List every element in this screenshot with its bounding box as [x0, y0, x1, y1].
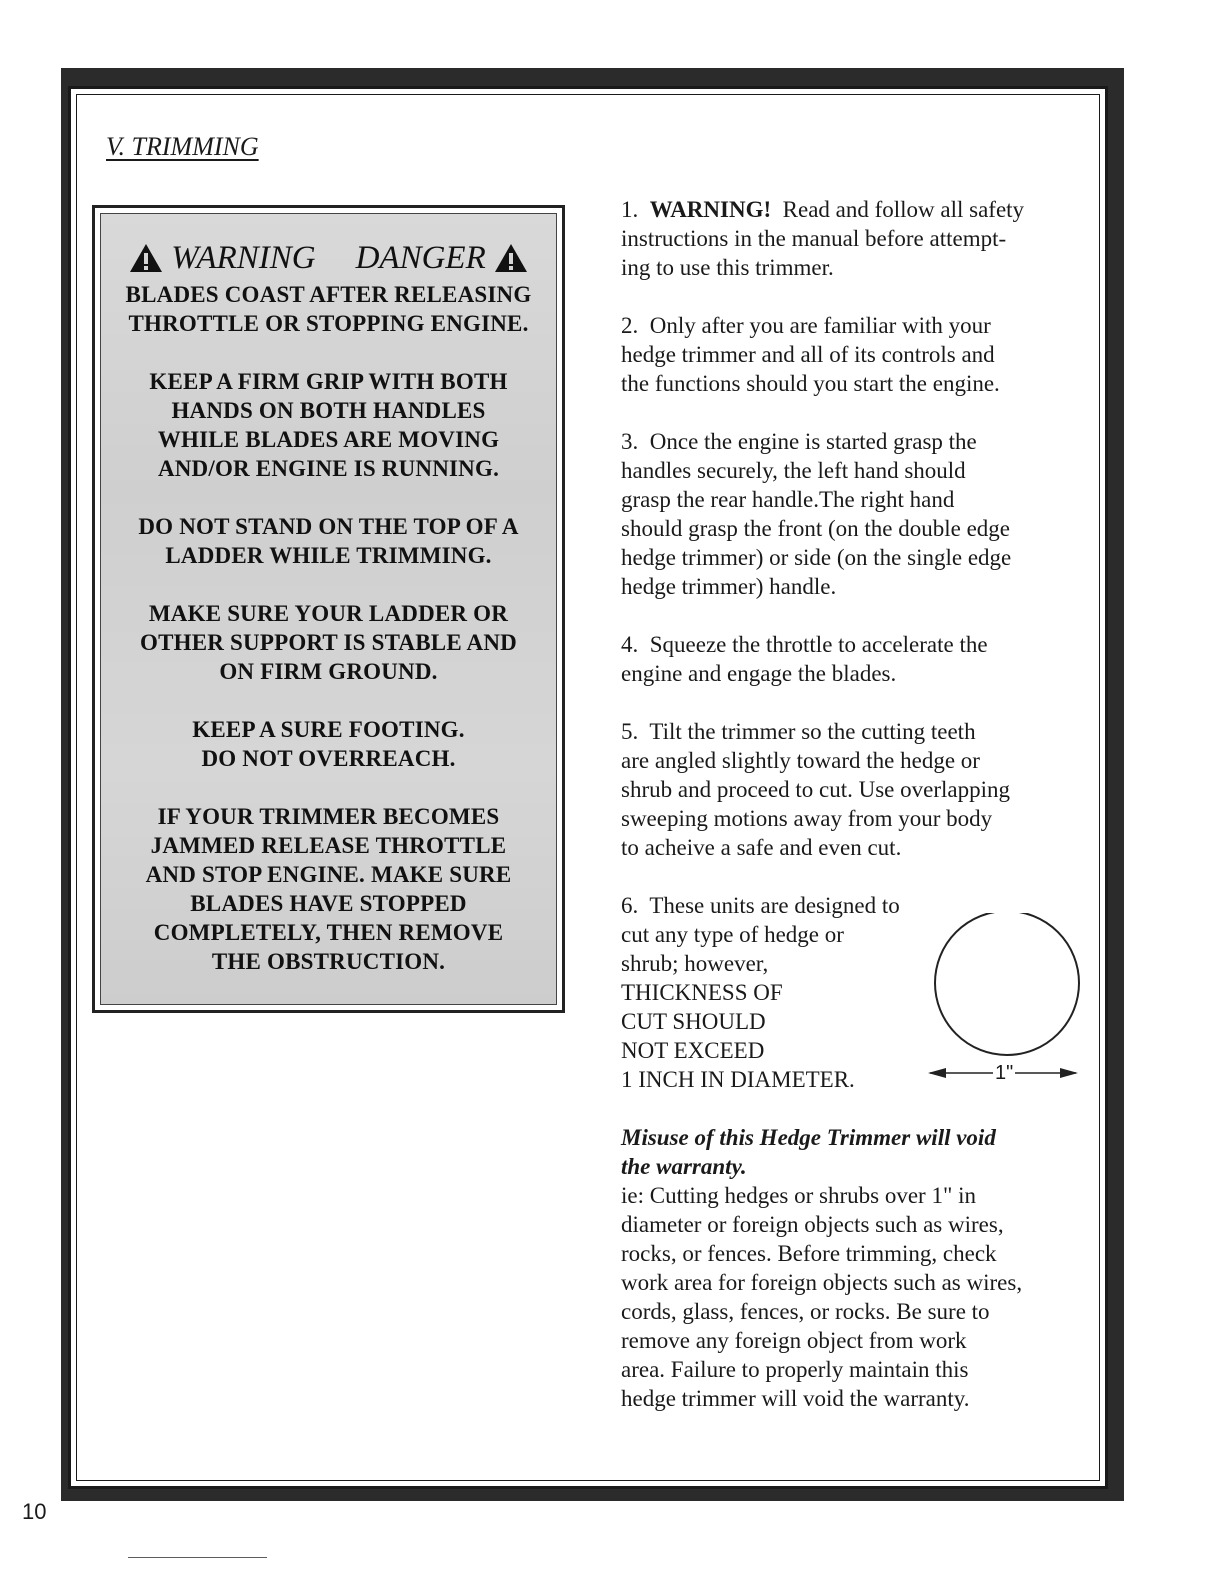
- step-line: Once the engine is started grasp the: [649, 429, 977, 454]
- warning-line: JAMMED RELEASE THROTTLE: [150, 833, 507, 858]
- misuse-body-line: area. Failure to properly maintain this: [621, 1357, 969, 1382]
- step-number: 1.: [621, 197, 639, 222]
- step-line: the functions should you start the engine.: [621, 371, 1000, 396]
- step-6: [621, 891, 1101, 1094]
- warning-line: KEEP A SURE FOOTING.: [192, 717, 465, 742]
- step-line: These units are designed to: [649, 893, 900, 918]
- step-number: 6.: [621, 893, 639, 918]
- step-line: sweeping motions away from your body: [621, 806, 993, 831]
- warning-paragraph: [101, 599, 556, 686]
- warning-box: [92, 205, 565, 1013]
- warning-triangle-icon: [494, 242, 528, 274]
- warning-line: BLADES COAST AFTER RELEASING: [125, 282, 532, 307]
- step-line: are angled slightly toward the hedge or: [621, 748, 980, 773]
- warning-line: COMPLETELY, THEN REMOVE: [153, 920, 504, 945]
- warning-line: THE OBSTRUCTION.: [211, 949, 446, 974]
- misuse-heading: [621, 1123, 1101, 1181]
- warning-paragraph: [101, 367, 556, 483]
- step-line: NOT EXCEED: [621, 1038, 765, 1063]
- instructions-column: [621, 195, 1101, 1442]
- footer-rule: [128, 1557, 267, 1558]
- step-number: 3.: [621, 429, 639, 454]
- misuse-body: [621, 1181, 1101, 1413]
- step-number: 5.: [621, 719, 639, 744]
- step-line: grasp the rear handle.The right hand: [621, 487, 955, 512]
- step-line: Only after you are familiar with your: [649, 313, 991, 338]
- misuse-heading-line: the warranty.: [621, 1154, 747, 1179]
- warning-heading: [101, 240, 556, 276]
- step-line: hedge trimmer) or side (on the single edge: [621, 545, 1012, 570]
- step-line: cut any type of hedge or: [621, 922, 844, 947]
- warning-label: WARNING: [171, 240, 316, 276]
- step-line: Read and follow all safety: [782, 197, 1025, 222]
- misuse-body-line: rocks, or fences. Before trimming, check: [621, 1241, 997, 1266]
- warning-line: ON FIRM GROUND.: [219, 659, 438, 684]
- step-line: instructions in the manual before attempt-: [621, 226, 1007, 251]
- warning-line: DO NOT STAND ON THE TOP OF A: [138, 514, 519, 539]
- diameter-label: 1": [995, 1062, 1014, 1084]
- warning-line: AND STOP ENGINE. MAKE SURE: [145, 862, 512, 887]
- misuse-body-line: cords, glass, fences, or rocks. Be sure to: [621, 1299, 990, 1324]
- warning-line: BLADES HAVE STOPPED: [190, 891, 467, 916]
- warning-text: [101, 280, 556, 976]
- step-line: CUT SHOULD: [621, 1009, 766, 1034]
- warning-line: OTHER SUPPORT IS STABLE AND: [140, 630, 517, 655]
- warning-line: DO NOT OVERREACH.: [201, 746, 456, 771]
- warning-paragraph: [101, 802, 556, 976]
- warning-line: WHILE BLADES ARE MOVING: [157, 427, 500, 452]
- warning-line: HANDS ON BOTH HANDLES: [171, 398, 486, 423]
- step-line: shrub; however,: [621, 951, 769, 976]
- step-number: 2.: [621, 313, 639, 338]
- step-line: should grasp the front (on the double edge: [621, 516, 1010, 541]
- warning-line: MAKE SURE YOUR LADDER OR: [148, 601, 509, 626]
- step-line: to acheive a safe and even cut.: [621, 835, 902, 860]
- misuse-body-line: hedge trimmer will void the warranty.: [621, 1386, 970, 1411]
- warning-line: LADDER WHILE TRIMMING.: [165, 543, 492, 568]
- warning-box-panel: [100, 213, 557, 1005]
- step-line: shrub and proceed to cut. Use overlapping: [621, 777, 1010, 802]
- step-line: THICKNESS OF: [621, 980, 783, 1005]
- step-line: handles securely, the left hand should: [621, 458, 966, 483]
- warning-triangle-icon: [129, 242, 163, 274]
- step-2: [621, 311, 1101, 398]
- warning-paragraph: [101, 715, 556, 773]
- page-number: 10: [22, 1499, 47, 1524]
- section-title: V. TRIMMING: [106, 132, 259, 161]
- danger-label: DANGER: [355, 240, 486, 276]
- warning-line: IF YOUR TRIMMER BECOMES: [157, 804, 500, 829]
- step-line: 1 INCH IN DIAMETER.: [621, 1067, 855, 1092]
- step-line: hedge trimmer) handle.: [621, 574, 837, 599]
- step-6-text: [621, 891, 900, 1094]
- misuse-heading-line: Misuse of this Hedge Trimmer will void: [621, 1125, 996, 1150]
- misuse-body-line: diameter or foreign objects such as wires,: [621, 1212, 1004, 1237]
- step-4: [621, 630, 1101, 688]
- step-line: Tilt the trimmer so the cutting teeth: [649, 719, 976, 744]
- step-line: ing to use this trimmer.: [621, 255, 834, 280]
- step-line: hedge trimmer and all of its controls and: [621, 342, 995, 367]
- misuse-body-line: work area for foreign objects such as wires,: [621, 1270, 1023, 1295]
- step-warning-label: WARNING!: [649, 197, 772, 222]
- step-line: Squeeze the throttle to accelerate the: [649, 632, 988, 657]
- step-5: [621, 717, 1101, 862]
- warning-line: KEEP A FIRM GRIP WITH BOTH: [149, 369, 508, 394]
- step-3: [621, 427, 1101, 601]
- misuse-body-line: ie: Cutting hedges or shrubs over 1" in: [621, 1183, 976, 1208]
- step-line: engine and engage the blades.: [621, 661, 897, 686]
- warning-paragraph: [101, 512, 556, 570]
- step-1: [621, 195, 1101, 282]
- warning-paragraph: [101, 280, 556, 338]
- warning-line: THROTTLE OR STOPPING ENGINE.: [128, 311, 529, 336]
- warning-line: AND/OR ENGINE IS RUNNING.: [157, 456, 500, 481]
- misuse-body-line: remove any foreign object from work: [621, 1328, 967, 1353]
- step-number: 4.: [621, 632, 639, 657]
